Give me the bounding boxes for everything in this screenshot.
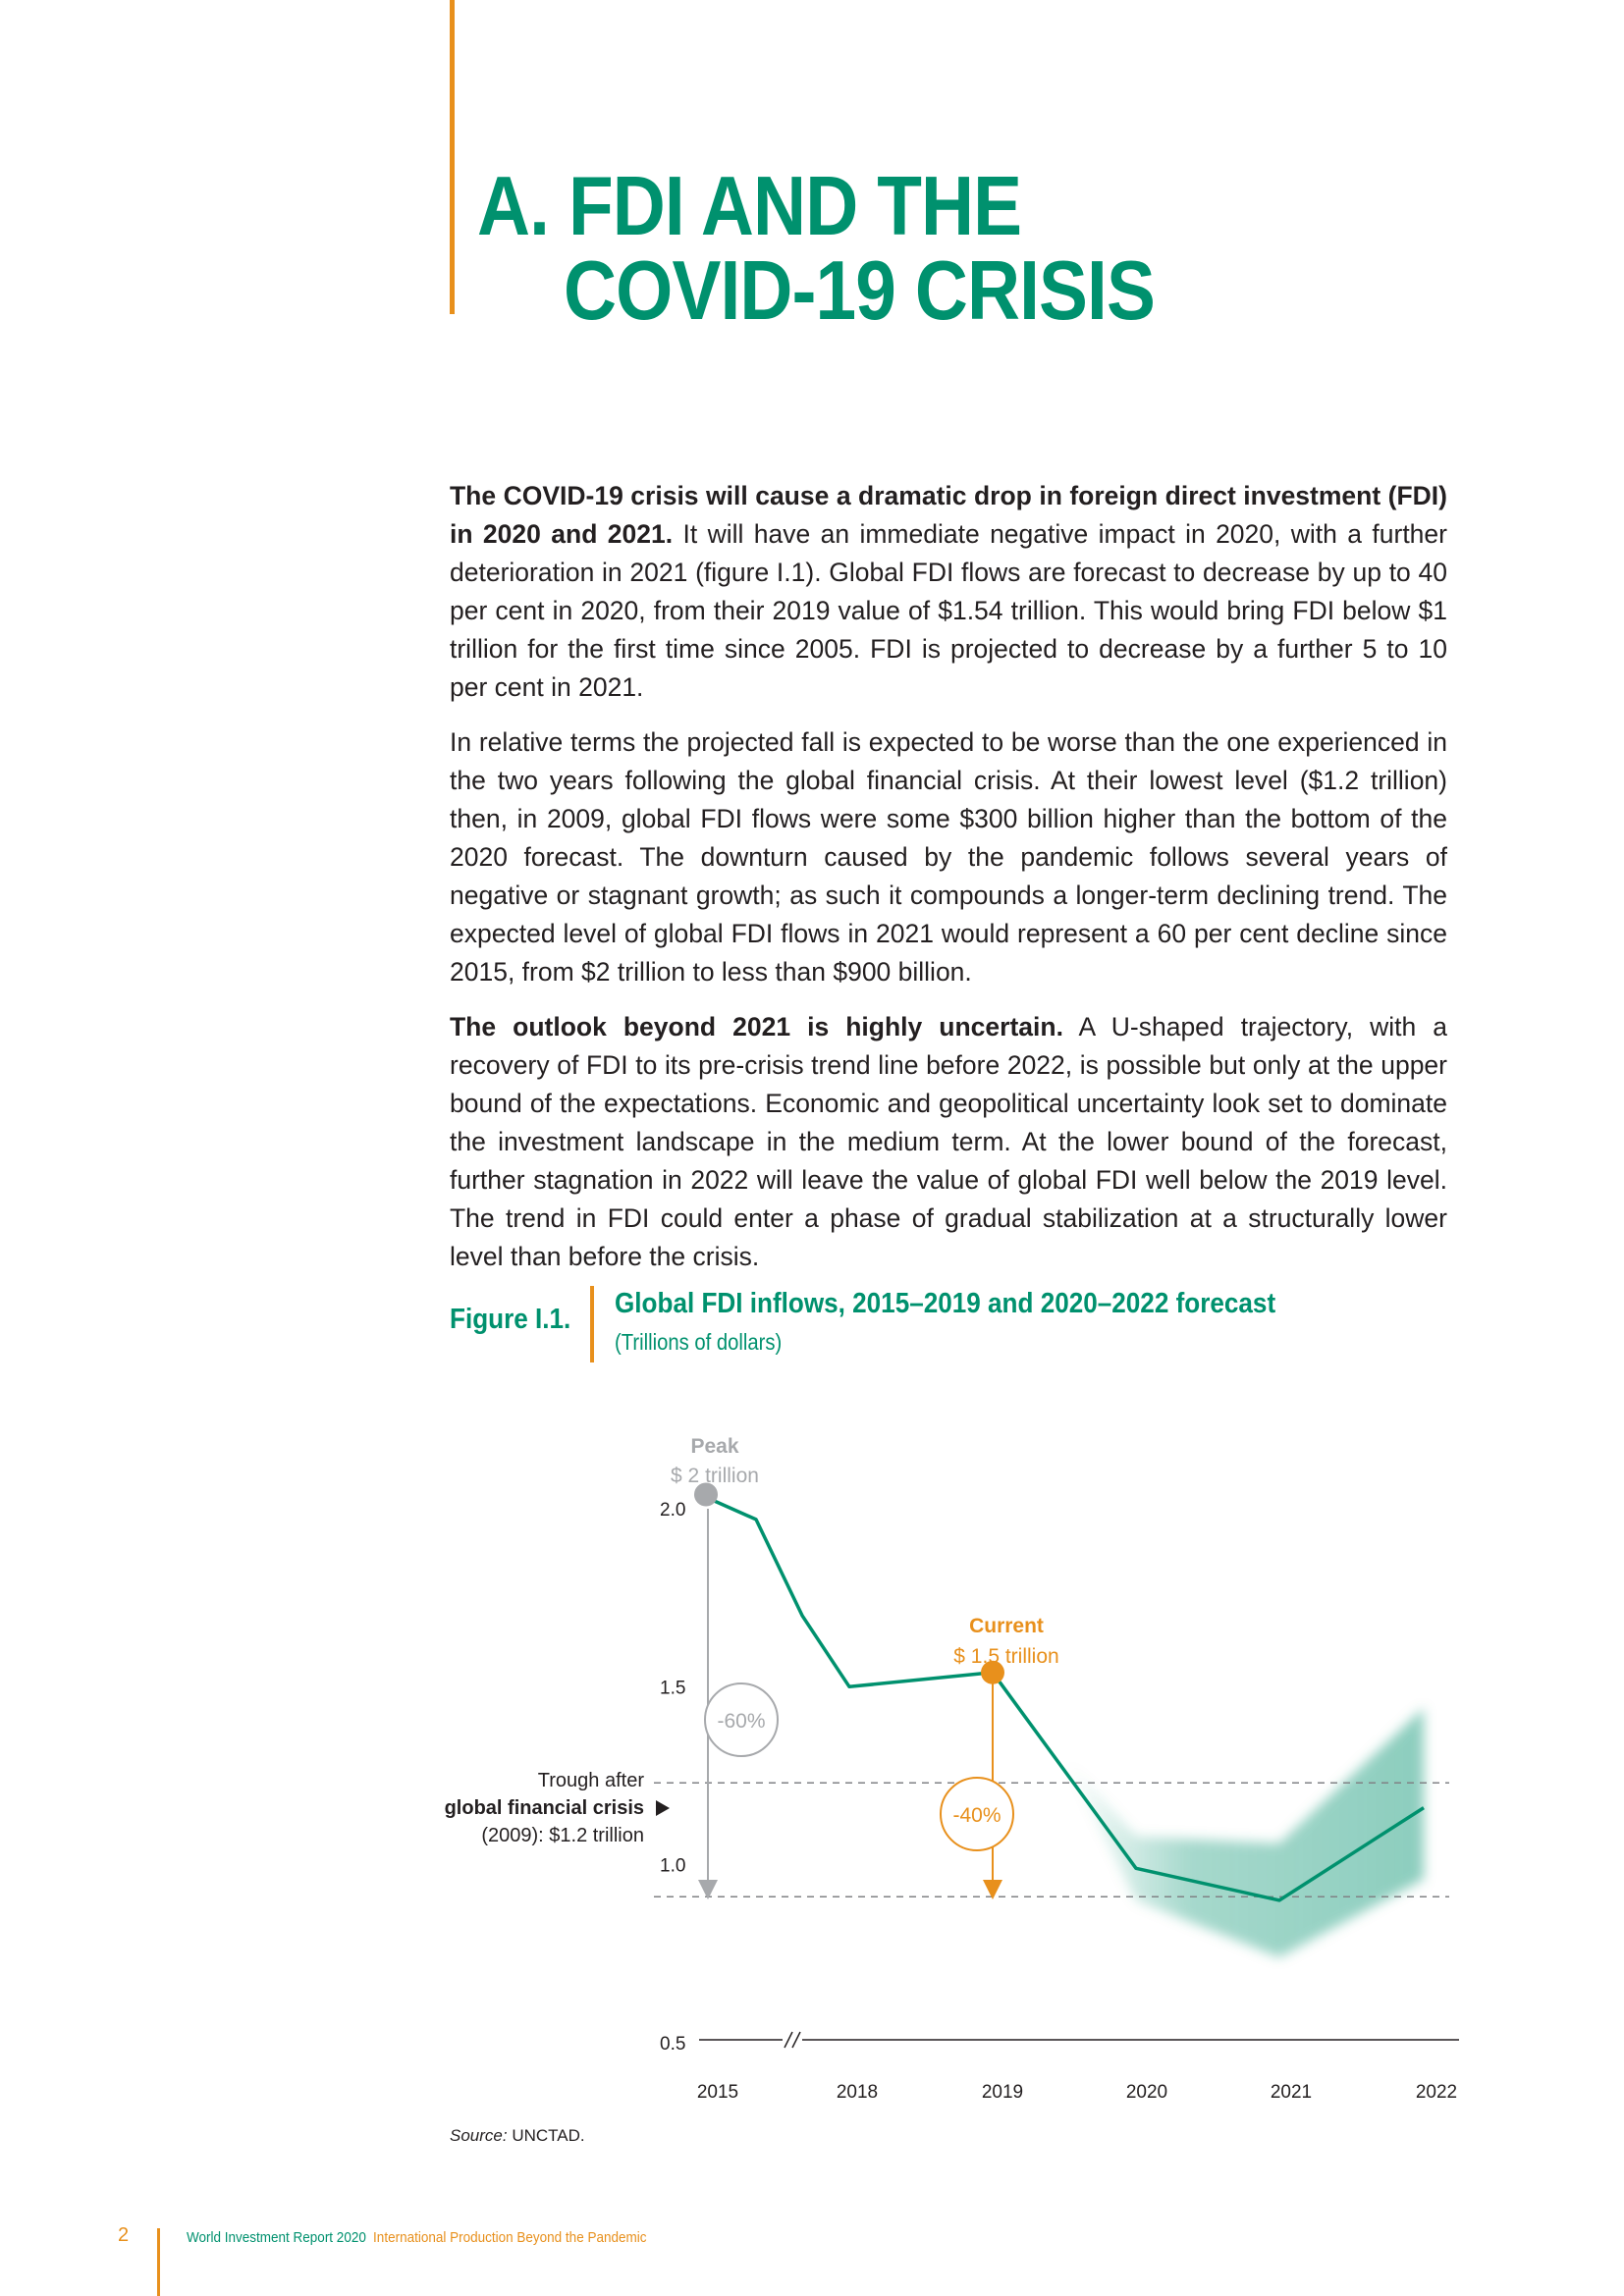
paragraph-1-lead: The COVID-19 crisis will cause a dramatic drop in foreign direct investment (FDI) in 2020 and 2021. [450,481,1447,549]
y-tick-labels [660,1500,685,2055]
x-tick-label: 2021 [1270,2082,1313,2103]
current-label: Current [969,1615,1044,1637]
forecast-uncertainty-band [1065,1708,1424,1957]
fdi-series-line [708,1498,993,1686]
x-tick-label: 2022 [1415,2082,1458,2103]
trough-label-line2: global financial crisis [444,1797,644,1819]
figure-source [450,2126,585,2146]
peak-drop-label: -60% [717,1710,766,1733]
section-title-line2: COVID-19 CRISIS [564,244,1155,338]
running-footer [187,2229,646,2246]
x-tick-label: 2019 [981,2082,1024,2103]
x-tick-label: 2018 [836,2082,879,2103]
trough-label-line1: Trough after [537,1770,644,1791]
paragraph-2: In relative terms the projected fall is expected to be worse than the one experienced in the two years following the global financial crisis. At their lowest level ($1.2 trillion) then, in 2009, global FDI flows were some $300 billion higher than the bottom of the 2020 forecast. The downturn caused by the pandemic follows several years of negative or stagnant growth; as such it compounds a longer-term declining trend. The expected level of global FDI flows in 2021 would represent a 60 per cent decline since 2015, from $2 trillion to less than $900 billion. [450,727,1447,987]
figure-label: Figure I.1. [450,1304,571,1335]
y-tick-label: 1.5 [660,1678,686,1699]
axis-break-icon [785,2032,800,2048]
section-title-line1: A. FDI AND THE [477,160,1022,253]
y-tick-label: 0.5 [660,2034,686,2055]
y-tick-label: 1.0 [660,1855,686,1877]
peak-label: Peak [690,1435,739,1458]
y-tick-label: 2.0 [660,1500,686,1521]
paragraph-3-lead: The outlook beyond 2021 is highly uncertain. [450,1012,1063,1041]
paragraph-3-text: A U-shaped trajectory, with a recovery of FDI to its pre-crisis trend line before 2022, is possible but only at the upper bound of the expectations. Economic and geopolitical uncertainty look set to dominate the investment landscape in the medium term. At the lower bound of the forecast, further stagnation in 2022 will leave the value of global FDI well below the 2019 level. The trend in FDI could enter a phase of gradual stabilization at a structurally lower level than before the crisis. [450,1012,1447,1271]
x-tick-labels [697,2082,1457,2103]
x-tick-label: 2015 [696,2082,739,2103]
source-label: Source: [450,2126,508,2145]
footer-report-subtitle: International Production Beyond the Pandemic [373,2229,647,2246]
current-value: $ 1.5 trillion [953,1645,1059,1668]
current-drop-label: -40% [952,1804,1001,1827]
trough-pointer-icon [656,1800,670,1816]
x-tick-label: 2020 [1125,2082,1168,2103]
figure-title: Global FDI inflows, 2015–2019 and 2020–2022 forecast [615,1288,1276,1319]
source-text: UNCTAD. [512,2126,585,2145]
trough-label-line3: (2009): $1.2 trillion [481,1825,644,1846]
footer-accent-bar [157,2228,160,2296]
paragraph-1-text: It will have an immediate negative impact in 2020, with a further deterioration in 2021 (figure I.1). Global FDI flows are forecast to decrease by up to 40 per cent in 2020, from their 2019 value of $1.54 trillion. This would bring FDI below $1 trillion for the first time since 2005. FDI is projected to decrease by a further 5 to 10 per cent in 2021. [450,519,1447,702]
page-number: 2 [118,2224,130,2246]
peak-value: $ 2 trillion [671,1465,759,1487]
figure-subtitle: (Trillions of dollars) [615,1329,783,1355]
footer-report-title: World Investment Report 2020 [187,2229,366,2246]
